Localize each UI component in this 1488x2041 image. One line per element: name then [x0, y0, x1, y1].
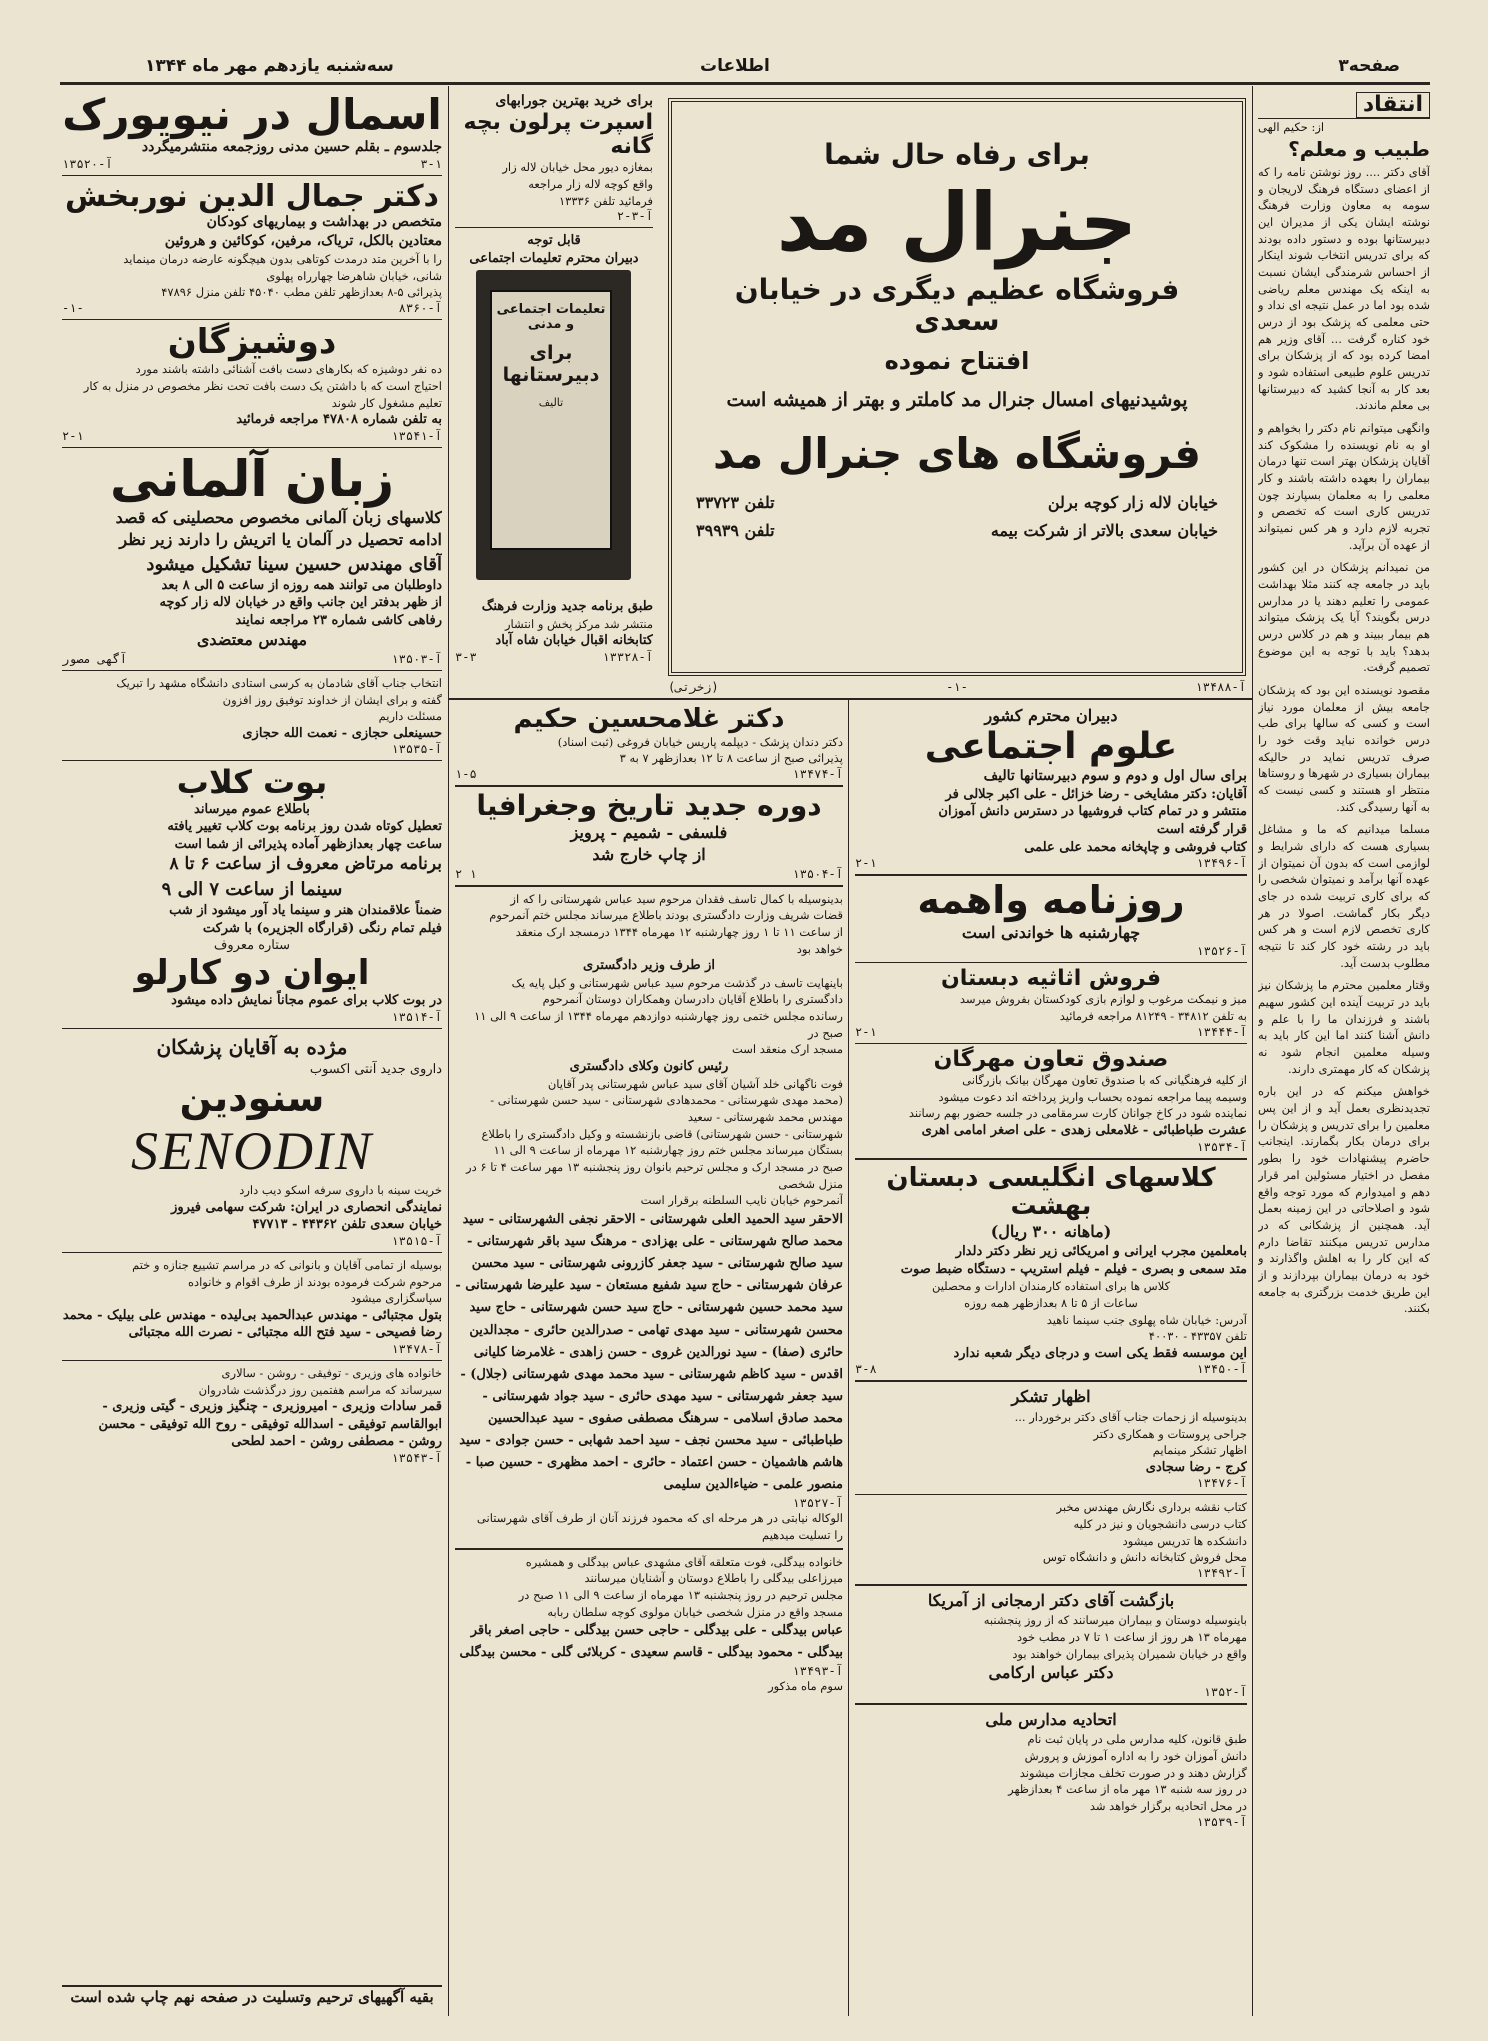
ad-general-mod — [668, 98, 1246, 676]
ad-naqshe-l2: کتاب درسی دانشجویان و نیز در کلیه — [1073, 1517, 1247, 1532]
article-enteghad — [1258, 92, 1430, 2012]
ad-olum-l3: آقایان: دکتر مشایخی - رضا خزائل - علی اکبر جلالی فر — [945, 786, 1247, 802]
article-para7: خواهش میکنم که در این باره تجدیدنظری بعمل آید و از این پس معلمین را برای تدریس و پزشکان را برای درمان بکار بگمارند. اینجانب حاضرم پیشنهادات خود را بطور مفصل در اختیار مسئولین امر قرار دهم و امیدوارم که مورد توجه واقع شود و اصلاحاتی در این زمینه بعمل آید. همچنین از پزشکانی که در مدارس تدریس میکنند تقاضا دارم که این کار را به اهلش واگذارند و خود به درمان بیماران بپردازند و از این طریق خدمت بزرگتری به جامعه بکنند. — [1258, 1084, 1430, 1316]
left-footer — [62, 1985, 442, 2013]
ad-ettehadiye-l4: در روز سه شنبه ۱۳ مهر ماه از ساعت ۴ بعدازظهر — [1008, 1782, 1247, 1797]
ad-german-sign: مهندس معتضدی — [196, 630, 308, 650]
ad-book-footer — [455, 598, 653, 688]
ad-doshizegan-l3: تعلیم مشغول کار شوند — [331, 395, 442, 410]
ad-senodin-l4: خیابان سعدی تلفن ۴۴۳۶۲ - ۴۷۷۱۳ — [252, 1217, 442, 1233]
ad-tashakor-l1: بدینوسیله از زحمات جناب آقای دکتر برخوردار ... — [1014, 1409, 1247, 1424]
ad-doctor-nourbakhsh — [62, 180, 442, 315]
ad-book-l2: دبیران محترم تعلیمات اجتماعی — [469, 250, 639, 266]
ad-behesht-l5: آدرس: خیابان شاه پهلوی جنب سینما ناهید — [1046, 1312, 1247, 1327]
notice-tashakor2-sign: قمر سادات وزیری - امیروزیری - چنگیز وزیری - گیتی وزیری - ابوالقاسم توفیقی - اسدالله توفیقی - روح الله توفیقی - محسن روشن - مصطفی روشن - احمد لطحی — [98, 1399, 442, 1450]
ad-hakim — [455, 705, 843, 781]
ad-senodin-l1: داروی جدید آنتی اکسوب — [309, 1061, 442, 1077]
ad-doshizegan-title: دوشیزگان — [167, 321, 337, 362]
ad-hakim-ref: آ-۱۳۴۷۴ — [792, 766, 843, 781]
ad-german-l3: آقای مهندس حسین سینا تشکیل میشود — [146, 553, 442, 575]
left-column — [62, 92, 442, 2012]
ad-olum-l5: قرار گرفته است — [1156, 821, 1247, 837]
notice-tashakor1-l3: سپاسگزاری میشود — [350, 1291, 442, 1306]
ad-bootclub-l1: باطلاع عموم میرساند — [194, 801, 310, 817]
ad-doctor-title: دکتر جمال الدین نوربخش — [65, 179, 439, 215]
ad-doctor-ref1: آ-۸۳۶۰ — [398, 300, 442, 315]
ad-bazgasht-l2: مهرماه ۱۳ هر روز از ساعت ۱ تا ۷ در مطب خود — [1017, 1630, 1247, 1645]
ad-ettehadiye-l3: گزارش دهند و در صورت تخلف مجازات میشوند — [1019, 1765, 1247, 1780]
article-title: طبیب و معلم؟ — [1288, 136, 1430, 161]
column-rule-3 — [1252, 86, 1253, 2016]
notice-tashakor2 — [62, 1365, 442, 1465]
notice-abbas — [455, 1554, 843, 1696]
ad-sport-l5: فرمائید تلفن ۱۳۳۳۶ — [559, 193, 653, 208]
ad-tarikh-title: دوره جدید تاریخ وجغرافیا — [476, 788, 822, 822]
ad-ahmeh-ref: آ-۱۳۵۲۶ — [1196, 944, 1247, 959]
notice-tashakor2-ref: آ-۱۳۵۴۳ — [391, 1450, 442, 1465]
notice-tashakor1 — [62, 1257, 442, 1356]
notice-abbas-l5: سوم ماه مذکور — [768, 1679, 843, 1694]
ad-olum-l1: دبیران محترم کشور — [984, 706, 1118, 725]
ad-entekhab-l1: انتخاب جناب آقای شادمان به کرسی استادی دانشگاه مشهد را تبریک — [116, 675, 442, 690]
notice-tashakor2-l2: سیرساند که مراسم هفتمین روز درگذشت شادروان — [198, 1382, 442, 1397]
ad-tarikh-ref: آ-۱۳۵۰۴ — [792, 866, 843, 881]
ad-general-title2: فروشگاه های جنرال مد — [713, 429, 1201, 479]
ad-entekhab-l2: گفته و برای ایشان از خداوند توفیق روز افزون — [222, 692, 442, 707]
notice-tasliat-l11: شهرستانی - حسن شهرستانی) قاضی بازنشسته و وکیل دادگستری را باطلاع — [481, 1126, 843, 1141]
ad-sandogh-title: صندوق تعاون مهرگان — [933, 1046, 1169, 1072]
ad-general-addr2: خیابان سعدی بالاتر از شرکت بیمه — [990, 520, 1218, 540]
ad-senodin-ref: آ-۱۳۵۱۵ — [391, 1233, 442, 1248]
ad-hakim-l2: پذیرائی صبح از ساعت ۸ تا ۱۲ بعدازظهر ۷ به ۳ — [619, 751, 843, 766]
ad-general-addr1: خیابان لاله زار کوچه برلن — [1047, 492, 1218, 512]
ad-esmal-ref1: ۳-۱ — [420, 157, 442, 172]
ad-doctor-ref2: -۱- — [62, 300, 84, 315]
notice-tasliat-l2: قضات شریف وزارت دادگستری بودند باطلاع میرساند مجلس ختم آنمرحوم — [489, 908, 843, 923]
column-rule-1 — [448, 86, 449, 2016]
ad-hakim-title: دکتر غلامحسین حکیم — [513, 705, 785, 734]
notice-tasliat-l15: الوکاله نیابتی در هر مرحله ای که محمود فرزند آنان از طرف آقای شهرستانی — [476, 1511, 843, 1526]
ad-esmal — [62, 92, 442, 171]
notice-tasliat-l14: آنمرحوم خیابان نایب السلطنه برقرار است — [640, 1193, 843, 1208]
article-para4: مقصود نویسنده این بود که پزشکان جامعه بیش از معلمان مورد نیاز است و کسی که سالها برای طب درس خوانده نباید وقت خود را صرف تدریس نماید در حالیکه بیماران بسیاری در شهرها و روستاها منتظر او هستند و کسی نیست که به آنها رسیدگی کند. — [1258, 683, 1430, 814]
ad-bootclub-l7: فیلم تمام رنگی (قرارگاه الجزیره) با شرکت — [202, 920, 442, 936]
header-rule — [60, 82, 1430, 85]
ad-asasiyeh-ref2: ۲-۱ — [855, 1024, 877, 1039]
ad-bootclub-l2: تعطیل کوتاه شدن روز برنامه بوت کلاب تغییر یافته — [167, 819, 442, 835]
ad-general-l2: فروشگاه عظیم دیگری در خیابان سعدی — [734, 272, 1180, 337]
ad-esmal-sub: جلدسوم ـ بقلم حسین مدنی روزجمعه منتشرمیگردد — [141, 139, 442, 156]
article-para1: آقای دکتر .... روز نوشتن نامه را که از اعضای دستگاه فرهنگ لاریجان و سومه به معاون وزارت فرهنگ نوشته ایشان یکی از مدیران این دبیرستانها بوده و دستور داده بودند که برای تدریس انتخاب شوند اینکار از احساس شرمندگی ایشان نسبت به اینکه یک مهندس معلم ریاضی شده بود اما در عمل نتیجه ای نداد و حتی معلمی که پزشک بود از درس خود کناره گرفت ... آقای وزیر هم امضا کرده بود که از پزشکان برای تدریس علوم طبیعی استفاده شود و بعد کار به آنجا کشید که دبیرستانها بی معلم ماندند. — [1258, 164, 1430, 413]
ad-esmal-ref2: آ-۱۳۵۲۰ — [62, 157, 113, 172]
ad-esmal-title: اسمال در نیویورک — [62, 92, 442, 139]
ad-tashakor-l3: اظهار تشکر مینمایم — [1152, 1443, 1247, 1458]
ad-olum-ref2: ۲-۱ — [855, 856, 877, 871]
ad-general-branch1 — [696, 492, 1218, 514]
ad-naqshe-l1: کتاب نقشه برداری نگارش مهندس مخبر — [1056, 1500, 1247, 1515]
notice-tasliat — [455, 891, 843, 1544]
notice-abbas-sign: عباس بیدگلی - علی بیدگلی - حاجی حسن بیدگلی - حاجی اصغر باقر بیدگلی - محمود بیدگلی - قاسم سعیدی - کربلائی گلی - محسن بیدگلی — [459, 1623, 843, 1661]
ad-bootclub — [62, 765, 442, 1023]
ad-tarikh-sub2: از چاپ خارج شد — [592, 845, 706, 865]
ad-ahmeh-l1: چهارشنبه ها خواندنی است — [961, 922, 1141, 942]
ad-german-l5: از ظهر بدفتر این جانب واقع در خیابان لاله زار کوچه — [159, 595, 442, 611]
mid-column — [455, 705, 843, 2015]
notice-tasliat-l7: رسانده مجلس ختمی روز چهارشنبه دوازدهم مهرماه ۱۳۴۴ از ساعت ۹ الی ۱۱ صبح در — [474, 1009, 843, 1040]
mid-horizontal-rule — [448, 698, 1252, 700]
ad-doshizegan-l1: ده نفر دوشیزه که بکارهای دست بافت آشنائی داشته باشند مورد — [135, 362, 442, 377]
ad-book-ref: آ-۱۳۳۲۸ — [602, 649, 653, 664]
ad-doshizegan-ref2: ۲-۱ — [62, 428, 84, 443]
ad-german-l6: رفاهی کاشی شماره ۲۳ مراجعه نمایند — [235, 612, 442, 628]
notice-tasliat-l6: دادگستری را باطلاع آقایان دادرسان وهمکاران دوستان آنمرحوم — [542, 992, 843, 1007]
notice-tasliat-l1: بدینوسیله با کمال تاسف فقدان مرحوم سید عباس شهرستانی را که از — [510, 891, 843, 906]
ad-doshizegan-l4: به تلفن شماره ۴۷۸۰۸ مراجعه فرمائید — [236, 412, 442, 428]
ad-olum — [855, 705, 1247, 870]
ad-bootclub-l3: ساعت چهار بعدازظهر آماده پذیرائی از شما است — [174, 836, 442, 852]
header-paper-name: اطلاعات — [700, 56, 770, 76]
notice-tasliat-sign1: از طرف وزیر دادگستری — [582, 958, 716, 974]
ad-german — [62, 449, 442, 666]
ad-general-ref: آ-۱۳۴۸۸ — [1195, 680, 1246, 694]
ad-general-tel1: تلفن ۳۳۷۲۳ — [696, 492, 775, 512]
ad-behesht-ref2: ۳-۸ — [855, 1362, 877, 1377]
ad-behesht-sub: (ماهانه ۳۰۰ ریال) — [990, 1221, 1112, 1241]
page-header — [60, 52, 1430, 84]
ad-doctor-l3: را با آخرین متد درمدت کوتاهی بدون هیچگونه عارضه درمان مینماید — [123, 251, 442, 266]
ad-tashakor-ref: آ-۱۳۴۷۶ — [1196, 1476, 1247, 1491]
ad-tarikh-ref2: ۱ ۲ — [455, 866, 477, 881]
ad-entekhab-l3: مسئلت داریم — [378, 709, 442, 724]
notice-tasliat-sign2: رئیس کانون وکلای دادگستری — [569, 1059, 729, 1075]
ad-doctor-l4: شانی، خیابان شاهرضا چهارراه پهلوی — [266, 268, 442, 283]
ad-olum-ref: آ-۱۳۴۹۶ — [1196, 856, 1247, 871]
ad-tashakor-l2: جراحی پروستات و همکاری دکتر — [1093, 1426, 1247, 1441]
ad-naqshe-l4: محل فروش کتابخانه دانش و دانشگاه توس — [1042, 1550, 1247, 1565]
ad-behesht-l4: ساعات از ۵ تا ۸ بعدازظهر همه روزه — [964, 1295, 1138, 1310]
ad-book-header — [455, 232, 653, 267]
ad-ettehadiye — [855, 1709, 1247, 1829]
ad-bootclub-ref: آ-۱۳۵۱۴ — [391, 1009, 442, 1024]
ad-senodin-title: مژده به آقایان پزشکان — [156, 1034, 348, 1059]
ad-hakim-l1: دکتر دندان پزشک - دیپلمه پاریس خیابان فروغی (ثبت اسناد) — [557, 734, 843, 749]
ad-german-ref1: آ-۱۳۵۰۳ — [391, 651, 442, 666]
ad-doctor-l1: متخصص در بهداشت و بیماریهای کودکان — [206, 214, 442, 231]
ad-ettehadiye-l5: در محل اتحادیه برگزار خواهد شد — [1089, 1798, 1247, 1813]
ad-behesht — [855, 1164, 1247, 1377]
notice-tashakor1-l1: بوسیله از تمامی آقایان و بانوانی که در مراسم تشییع جنازه و ختم — [132, 1257, 442, 1272]
article-para5: مسلما میدانیم که ما و مشاغل بسیاری هست که دارای شرایط و لوازمی است که بدون آن نمیتوان از عهده آنها برآمد و نمیتوان شخصی را که برای کاری تربیت شده در جای دیگر بکار گماشت. اصولا در هر کاری تخصص لازم است و هر کس باید در رشته خود کار کند تا نتیجه مطلوب بدست آید. — [1258, 822, 1430, 970]
column-rule-2 — [848, 700, 849, 2016]
ad-sport-l4: واقع کوچه لاله زار مراجعه — [528, 176, 653, 191]
ad-sport-l3: بمغازه دیور محل خیابان لاله زار — [502, 160, 653, 175]
notice-tasliat-l10: (محمد مهدی شهرستانی - محمدهادی شهرستانی - سید حسن شهرستانی - مهندس محمد شهرستانی - سعید — [490, 1093, 843, 1124]
book-cover-title3: تالیف — [538, 396, 564, 409]
ad-tashakor-title: اظهار تشکر — [1011, 1387, 1091, 1407]
ad-senodin-name-en: SENODIN — [131, 1121, 373, 1182]
notice-abbas-l1: خانواده بیدگلی، فوت متعلقه آقای مشهدی عباس بیدگلی و همشیره — [525, 1554, 843, 1569]
notice-abbas-l4: مسجد واقع در منزل شخصی خیابان مولوی کوچه سلطان ربابه — [547, 1604, 843, 1619]
article-author: از: حکیم الهی — [1258, 120, 1325, 135]
ad-ettehadiye-title: اتحادیه مدارس ملی — [985, 1709, 1117, 1729]
ad-sandogh-sign: عشرت طباطبائی - غلامعلی زهدی - علی اصغر امامی اهری — [921, 1122, 1247, 1138]
ad-tarikh-sub: فلسفی - شمیم - پرویز — [570, 822, 728, 842]
ad-sport-ref: آ-۳-۲ — [616, 209, 653, 224]
ad-tashakor — [855, 1386, 1247, 1490]
ad-german-l1: کلاسهای زبان آلمانی مخصوص محصلینی که قصد — [115, 507, 442, 527]
ad-behesht-title: کلاسهای انگلیسی دبستان بهشت — [886, 1162, 1216, 1222]
ad-doshizegan-ref1: آ-۱۳۵۴۱ — [391, 428, 442, 443]
ad-behesht-l2: متد سمعی و بصری - فیلم - فیلم استریپ - دستگاه ضبط صوت — [900, 1261, 1247, 1277]
ad-senodin — [62, 1033, 442, 1248]
ad-sport-l1: برای خرید بهترین جورابهای — [495, 93, 653, 109]
ad-book-l1: قابل توجه — [527, 233, 581, 249]
ad-behesht-l6: تلفن ۴۳۳۵۷ - ۴۰۰۳۰ — [1148, 1329, 1247, 1344]
book-cover-title1: تعلیمات اجتماعی و مدنی — [496, 302, 606, 332]
header-date: سه‌شنبه یازدهم مهر ماه ۱۳۴۴ — [145, 56, 394, 76]
ad-olum-l6: کتاب فروشی و چاپخانه محمد علی علمی — [1024, 839, 1247, 855]
ad-entekhab-ref: آ-۱۳۵۳۵ — [391, 742, 442, 757]
ad-sandogh-l2: وسیمه پیما مراجعه نموده بحساب واریز پرداخته اند دعوت میشود — [938, 1089, 1247, 1104]
ad-german-l4: داوطلبان می توانند همه روزه از ساعت ۵ الی ۸ بعد — [161, 577, 442, 593]
ad-behesht-l1: بامعلمین مجرب ایرانی و امریکائی زیر نظر دکتر دلدار — [955, 1244, 1247, 1260]
notice-tashakor1-l2: مرحوم شرکت فرموده بودند از طرف اقوام و خانواده — [187, 1274, 442, 1289]
notice-tasliat-ref: آ-۱۳۵۲۷ — [792, 1496, 843, 1511]
notice-tasliat-l13: صبح در مسجد ارک و مجلس ترحیم بانوان روز پنجشنبه ۱۳ مهر ساعت ۴ تا ۶ در منزل شخصی — [466, 1160, 843, 1191]
notice-tashakor2-l1: خانواده های وزیری - توفیقی - روشن - سالاری — [221, 1366, 442, 1380]
ad-german-ref2: آگهی مصور — [62, 651, 128, 666]
ad-asasiyeh — [855, 967, 1247, 1039]
ad-olum-l2: برای سال اول و دوم و سوم دبیرستانها تالیف — [983, 767, 1247, 784]
ad-senodin-name-fa: سنودین — [179, 1076, 325, 1121]
ad-asasiyeh-l1: میز و نیمکت مرغوب و لوازم بازی کودکستان بفروش میرسد — [959, 992, 1247, 1007]
ad-bootclub-l4: برنامه مرتاض معروف از ساعت ۶ تا ۸ — [169, 854, 442, 875]
ad-general-branch2 — [696, 520, 1218, 542]
ad-ahmeh — [855, 880, 1247, 958]
ad-asasiyeh-ref: آ-۱۳۴۴۴ — [1196, 1024, 1247, 1039]
ad-general-ref3: (زخرتی) — [668, 680, 719, 694]
ad-ettehadiye-l1: طبق قانون، کلیه مدارس ملی در پایان ثبت نام — [1027, 1732, 1247, 1747]
ad-entekhab — [62, 675, 442, 757]
ad-sport — [455, 92, 653, 223]
ad-naqshe — [855, 1499, 1247, 1580]
ad-bazgasht-ref: آ-۱۳۵۲ — [1203, 1684, 1247, 1699]
notice-tasliat-l16: را تسلیت میدهیم — [762, 1527, 843, 1542]
notice-tasliat-names: الاحقر سید الحمید العلی شهرستانی - الاحقر نجفی الشهرستانی - سید محمد صالح شهرستانی - علی بهزادی - مرهنگ سید باقر شهرستانی - سید صالح شهرستانی - سید جعفر کازرونی شهرستانی - سید محسن عرفان شهرستانی - حاج سید شفیع مستعان - سید علیرضا شهرستانی - سید محمد حسین شهرستانی - حاج سید حسن شهرستانی - حاج سید محسن شهرستانی - سید مهدی تهامی - صدرالدین حائری - مجدالدین حائری (صفا) - سید نورالدین غروی - حسن زاهدی - غلامرضا کلیانی اقدس - سید کاظم شهرستانی - سید محمد مهدی شهرستانی (جلال) - سید جعفر شهرستانی - سید مهدی حائری - سید جواد شهرستانی - محمد صادق اسلامی - سرهنگ مصطفی صفوی - سید عبدالحسین طباطبائی - سید محسن نجف - سید احمد شهابی - حسن جوادی - سید هاشم هاشمیان - حسن اعتماد - حائری - احمد مظهری - حسین صبا - منصور علمی - ضیاءالدین سلیمی — [455, 1212, 843, 1493]
notice-tasliat-l8: مسجد ارک منعقد است — [731, 1042, 843, 1057]
ad-senodin-l2: خریت سینه با داروی سرفه اسکو دیب دارد — [239, 1183, 442, 1198]
notice-tashakor1-sign: بتول مجتبائی - مهندس عبدالحمید بی‌لیده - مهندس علی بیلیک - محمد رضا فصیحی - سید فتح الله مجتبائی - نصرت الله مجتبائی — [62, 1307, 442, 1341]
notice-tashakor1-ref: آ-۱۳۴۷۸ — [391, 1342, 442, 1356]
ad-doshizegan-l2: احتیاج است که با داشتن یک دست بافت تحت نظر مخصوص در منزل به کار — [83, 378, 442, 393]
ad-behesht-l7: این موسسه فقط یکی است و درجای دیگر شعبه ندارد — [953, 1345, 1247, 1361]
notice-tasliat-l4: خواهد بود — [796, 941, 843, 956]
ad-behesht-l3: کلاس ها برای استفاده کارمندان ادارات و محصلین — [931, 1279, 1171, 1294]
notice-tasliat-l5: باینهایت تاسف در گذشت مرحوم سید عباس شهرستانی و کیل پایه یک — [511, 975, 843, 990]
notice-tasliat-l3: از ساعت ۱۱ تا ۱ روز چهارشنبه ۱۲ مهرماه ۱۳۴۴ درمسجد ارک منعقد — [515, 924, 843, 939]
book-cover-inner — [490, 290, 612, 550]
ad-sport-l2: اسپرت پرلون بچه گانه — [463, 109, 653, 160]
ad-bootclub-title: بوت کلاب — [176, 763, 328, 802]
ad-book-footer1: طبق برنامه جدید وزارت فرهنگ — [481, 599, 653, 614]
ad-entekhab-sign: حسینعلی حجازی - نعمت الله حجازی — [242, 725, 442, 741]
ad-doctor-l2: معتادین بالکل، تریاک، مرفین، کوکائین و هروئین — [164, 232, 442, 249]
ad-book-footer3: کتابخانه اقبال خیابان شاه آباد — [495, 633, 653, 649]
ad-ahmeh-title: روزنامه واهمه — [917, 878, 1185, 923]
ad-general-l3: افتتاح نموده — [884, 347, 1030, 376]
ad-general-title: جنرال مد — [776, 175, 1138, 269]
ad-asasiyeh-title: فروش اثاثیه دبستان — [940, 966, 1162, 992]
notice-tasliat-l12: بستگان میرساند مجلس ختم روز چهارشنبه ۱۲ مهرماه از ساعت ۹ الی ۱۱ — [493, 1143, 843, 1158]
ad-bazgasht-sign: دکتر عباس ارکامی — [988, 1663, 1114, 1683]
article-para2: وانگهی میتوانم نام دکتر را بخواهم و او به نام نویسنده را مشکوک کند آقایان پزشکان بهتر است تنها درمان بیماران را بعهده داشته باشند و کار معلمی را به معلمان بسپارند چون تدریس کاری است که تخصص و تجربه لازم دارد و هر کس نمیتواند از عهده آن برآید. — [1258, 420, 1430, 552]
ad-general-l1: برای رفاه حال شما — [824, 138, 1090, 171]
ad-book-ref2: ۳-۳ — [455, 649, 477, 664]
ad-bazgasht-title: بازگشت آقای دکتر ارمجانی از آمریکا — [927, 1591, 1175, 1611]
ad-doctor-l5: پذیرائی ۵-۸ بعدازظهر تلفن مطب ۴۵۰۴۰ تلفن منزل ۴۷۸۹۶ — [161, 285, 442, 300]
ad-general-ref2: -۱- — [946, 680, 968, 694]
ad-naqshe-l3: دانشکده ها تدریس میشود — [1122, 1533, 1247, 1548]
ad-senodin-l3: نمایندگی انحصاری در ایران: شرکت سهامی فیروز — [171, 1199, 442, 1215]
header-page-number: صفحه۳ — [1338, 56, 1400, 76]
article-heading: انتقاد — [1356, 92, 1430, 118]
article-header — [1258, 92, 1430, 119]
ad-bootclub-title2: ایوان دو کارلو — [134, 952, 370, 993]
left-footer-text: بقیه آگهیهای ترحیم وتسلیت در صفحه نهم چاپ شده است — [70, 1988, 434, 2006]
ad-bootclub-l6: ضمناً علاقمندان هنر و سینما یاد آور میشود از شب — [169, 903, 442, 919]
ad-general-l4: پوشیدنیهای امسال جنرال مد کاملتر و بهتر از همیشه است — [726, 388, 1188, 411]
ad-ettehadiye-ref: آ-۱۳۵۳۹ — [1196, 1814, 1247, 1829]
ad-ettehadiye-l2: دانش آموزان خود را به اداره آموزش و پرورش — [1024, 1748, 1247, 1763]
ad-general-tel2: تلفن ۳۹۹۳۹ — [696, 520, 775, 540]
article-para6: وقتار معلمین محترم ما پزشکان نیز باید در تربیت آینده این کشور سهیم باشند و فرزندان ما را با علم و دانش آشنا کنند اما این کار باید به وسیله معلمین انجام شود نه پزشکان که کار مهمتری دارند. — [1258, 978, 1430, 1076]
ad-german-title: زبان آلمانی — [110, 449, 394, 508]
ad-doshizegan — [62, 321, 442, 443]
book-cover-title2: برای دبیرستانها — [502, 342, 600, 386]
ad-hakim-ref2: ۱-۵ — [455, 766, 477, 781]
ad-olum-l4: منتشر و در تمام کتاب فروشیها در دسترس دانش آموزان — [938, 804, 1247, 820]
ad-bazgasht — [855, 1590, 1247, 1699]
ad-sandogh-ref: آ-۱۳۵۳۴ — [1196, 1139, 1247, 1154]
notice-abbas-ref: آ-۱۳۴۹۳ — [792, 1664, 843, 1679]
article-para3: من نمیدانم پزشکان در این کشور باید در جامعه چه کنند مثلا بهداشت عمومی را تعلیم دهند یا در مدارس درس بگویند؟ آیا یک پزشک میتواند هم بیمار ببیند و هم در کلاس درس بدهد؟ باید با توجه به این موضوع تصمیم گرفت. — [1258, 560, 1430, 675]
right-column — [855, 705, 1247, 2015]
notice-abbas-l3: مجلس ترحیم در روز پنجشنبه ۱۳ مهرماه از ساعت ۹ الی ۱۱ صبح در — [518, 1587, 843, 1602]
ad-sandogh-l3: نماینده شود در کاخ جوانان کارت سرمقامی در جلسه حضور بهم رسانند — [908, 1106, 1247, 1121]
ad-general-refs — [668, 680, 1246, 694]
ad-tarikh — [455, 788, 843, 881]
ad-naqshe-ref: آ-۱۳۴۹۲ — [1196, 1566, 1247, 1581]
ad-bootclub-l9: در بوت کلاب برای عموم مجاناً نمایش داده میشود — [171, 993, 442, 1009]
ad-sandogh-l1: از کلیه فرهنگیانی که با صندوق تعاون مهرگان بیانک بازرگانی — [962, 1072, 1247, 1087]
ad-bazgasht-l1: باینوسیله دوستان و بیماران میرسانند که از روز پنجشنبه — [983, 1613, 1247, 1628]
notice-abbas-l2: میرزاعلی بیدگلی را باطلاع دوستان و آشنایان میرسانند — [584, 1571, 843, 1586]
ad-sandogh — [855, 1048, 1247, 1154]
notice-tasliat-l9: فوت ناگهانی خلد آشیان آقای سید عباس شهرستانی پدر آقایان — [547, 1076, 843, 1091]
ad-bootclub-l5: سینما از ساعت ۷ الی ۹ — [161, 879, 343, 901]
ad-behesht-ref: آ-۱۳۴۵۰ — [1196, 1362, 1247, 1377]
ad-bootclub-l8: ستاره معروف — [213, 938, 291, 954]
ad-bazgasht-l3: واقع در خیابان شمیران پذیرای بیماران خواهند بود — [1012, 1646, 1247, 1661]
ad-tashakor-sign: کرج - رضا سجادی — [1145, 1459, 1247, 1475]
ad-asasiyeh-l2: به تلفن ۳۴۸۱۲ - ۸۱۲۴۹ مراجعه فرمائید — [1059, 1009, 1247, 1024]
ad-german-l2: ادامه تحصیل در آلمان یا اتریش را دارند زیر نظر — [119, 530, 442, 550]
ad-book-footer2: منتشر شد مرکز پخش و انتشار — [504, 616, 653, 631]
ad-olum-title: علوم اجتماعی — [924, 726, 1178, 768]
book-cover-image — [476, 270, 631, 580]
